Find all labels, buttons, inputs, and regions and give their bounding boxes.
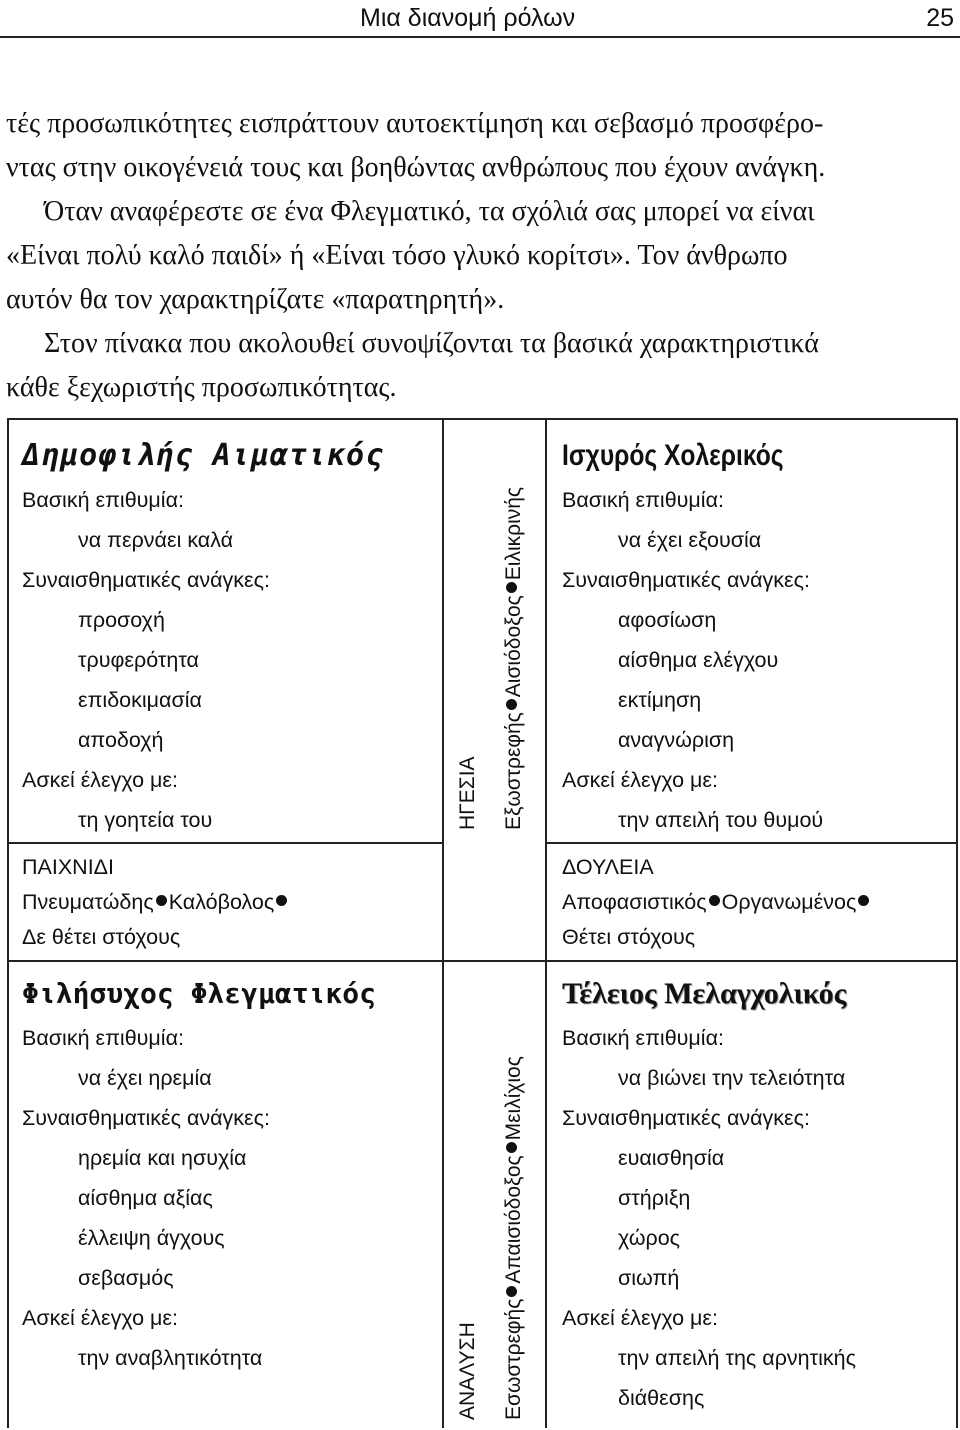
category-extra: Δε θέτει στόχους (22, 925, 181, 949)
category-extra: Θέτει στόχους (562, 925, 696, 949)
quadrant-title: Δημοφιλής Αιματικός (22, 438, 385, 473)
label-emotional-needs: Συναισθηματικές ανάγκες: (22, 1106, 270, 1130)
control-value: τη γοητεία του (78, 808, 213, 832)
axis-bottom-traits (502, 1056, 526, 1420)
need-item: έλλειψη άγχους (78, 1226, 225, 1250)
need-item: αίσθημα ελέγχου (618, 648, 779, 672)
label-control-by: Ασκεί έλεγχο με: (562, 1306, 718, 1330)
table-divider-h (7, 842, 443, 844)
bullet-icon (276, 895, 287, 906)
trait: Αποφασιστικός (562, 890, 707, 914)
trait: Αισιόδοξος (502, 595, 525, 698)
desire-value: να έχει εξουσία (618, 528, 762, 552)
need-item: χώρος (618, 1226, 681, 1250)
need-item: σεβασμός (78, 1266, 174, 1290)
desire-value: να περνάει καλά (78, 528, 234, 552)
quadrant-sanguine (22, 432, 384, 840)
category-name: ΠΑΙΧΝΙΔΙ (22, 855, 115, 879)
bullet-icon (506, 699, 517, 710)
label-emotional-needs: Συναισθηματικές ανάγκες: (22, 568, 270, 592)
table-border-left (7, 418, 9, 1428)
intro-line: αυτόν θα τον χαρακτηρίζατε «παρατηρητή». (6, 284, 505, 315)
category-traits (562, 885, 871, 920)
quadrant-phlegmatic (22, 970, 376, 1378)
label-control-by: Ασκεί έλεγχο με: (22, 768, 178, 792)
intro-line: Στον πίνακα που ακολουθεί συνοψίζονται τα βασικά χαρακτηριστικά (44, 328, 819, 359)
intro-line: κάθε ξεχωριστής προσωπικότητας. (6, 372, 397, 403)
need-item: ευαισθησία (618, 1146, 725, 1170)
desire-value: να βιώνει την τελειότητα (618, 1066, 846, 1090)
need-item: σιωπή (618, 1266, 680, 1290)
label-basic-desire: Βασική επιθυμία: (562, 1026, 724, 1050)
bullet-icon (506, 1286, 517, 1297)
label-basic-desire: Βασική επιθυμία: (562, 488, 724, 512)
need-item: ηρεμία και ησυχία (78, 1146, 247, 1170)
need-item: αναγνώριση (618, 728, 735, 752)
trait: Εξωστρεφής (502, 712, 525, 830)
intro-line: τές προσωπικότητες εισπράττουν αυτοεκτίμηση και σεβασμό προσφέρο- (6, 108, 824, 139)
quadrant-choleric (562, 432, 832, 840)
quadrant-title: Ισχυρός Χολερικός (562, 439, 784, 472)
table-divider-right (545, 418, 547, 1428)
intro-text (6, 102, 958, 410)
table-border-top (7, 418, 958, 420)
trait: Πνευματώδης (22, 890, 154, 914)
axis-bottom-name: ΑΝΑΛΥΣΗ (456, 1322, 479, 1420)
label-basic-desire: Βασική επιθυμία: (22, 488, 184, 512)
intro-line: ντας στην οικογένειά τους και βοηθώντας ανθρώπους που έχουν ανάγκη. (6, 152, 826, 183)
trait: Ειλικρινής (502, 486, 525, 581)
intro-line: «Είναι πολύ καλό παιδί» ή «Είναι τόσο γλυκό κορίτσι». Τον άνθρωπο (6, 240, 788, 271)
control-value: την απειλή της αρνητικής (618, 1346, 856, 1370)
trait: Απαισιόδοξος (502, 1155, 525, 1284)
table-divider-h (545, 842, 958, 844)
category-work (562, 850, 871, 955)
need-item: αίσθημα αξίας (78, 1186, 213, 1210)
table-divider-h (7, 960, 443, 962)
need-item: στήριξη (618, 1186, 691, 1210)
running-title: Μια διανομή ρόλων (360, 4, 576, 32)
need-item: εκτίμηση (618, 688, 702, 712)
table-divider-h (545, 960, 958, 962)
bullet-icon (156, 895, 167, 906)
control-value: διάθεσης (618, 1386, 705, 1410)
axis-top-name: ΗΓΕΣΙΑ (456, 756, 479, 830)
trait: Οργανωμένος (721, 890, 857, 914)
label-emotional-needs: Συναισθηματικές ανάγκες: (562, 568, 810, 592)
quadrant-melancholic (562, 970, 856, 1418)
need-item: αποδοχή (78, 728, 164, 752)
desire-value: να έχει ηρεμία (78, 1066, 212, 1090)
category-traits (22, 885, 289, 920)
trait: Καλόβολος (168, 890, 275, 914)
intro-line: Όταν αναφέρεστε σε ένα Φλεγματικό, τα σχόλιά σας μπορεί να είναι (44, 196, 815, 227)
label-control-by: Ασκεί έλεγχο με: (22, 1306, 178, 1330)
axis-top-traits (502, 487, 526, 830)
need-item: προσοχή (78, 608, 165, 632)
label-basic-desire: Βασική επιθυμία: (22, 1026, 184, 1050)
category-name: ΔΟΥΛΕΙΑ (562, 855, 654, 879)
bullet-icon (506, 1142, 517, 1153)
page-header (0, 0, 960, 38)
bullet-icon (858, 895, 869, 906)
label-emotional-needs: Συναισθηματικές ανάγκες: (562, 1106, 810, 1130)
need-item: αφοσίωση (618, 608, 717, 632)
quadrant-title: Τέλειος Μελαγχολικός (562, 977, 847, 1010)
personality-table (0, 418, 958, 1430)
table-border-right (956, 418, 958, 1428)
label-control-by: Ασκεί έλεγχο με: (562, 768, 718, 792)
table-divider-h (442, 960, 547, 962)
bullet-icon (709, 895, 720, 906)
need-item: τρυφερότητα (78, 648, 199, 672)
bullet-icon (506, 582, 517, 593)
control-value: την απειλή του θυμού (618, 808, 824, 832)
control-value: την αναβλητικότητα (78, 1346, 263, 1370)
need-item: επιδοκιμασία (78, 688, 202, 712)
trait: Εσωστρεφής (502, 1298, 525, 1420)
page-number: 25 (926, 4, 954, 32)
table-divider-left (442, 418, 444, 1428)
category-play (22, 850, 289, 955)
quadrant-title: Φιλήσυχος Φλεγματικός (22, 977, 377, 1010)
trait: Μειλίχιος (502, 1056, 525, 1141)
